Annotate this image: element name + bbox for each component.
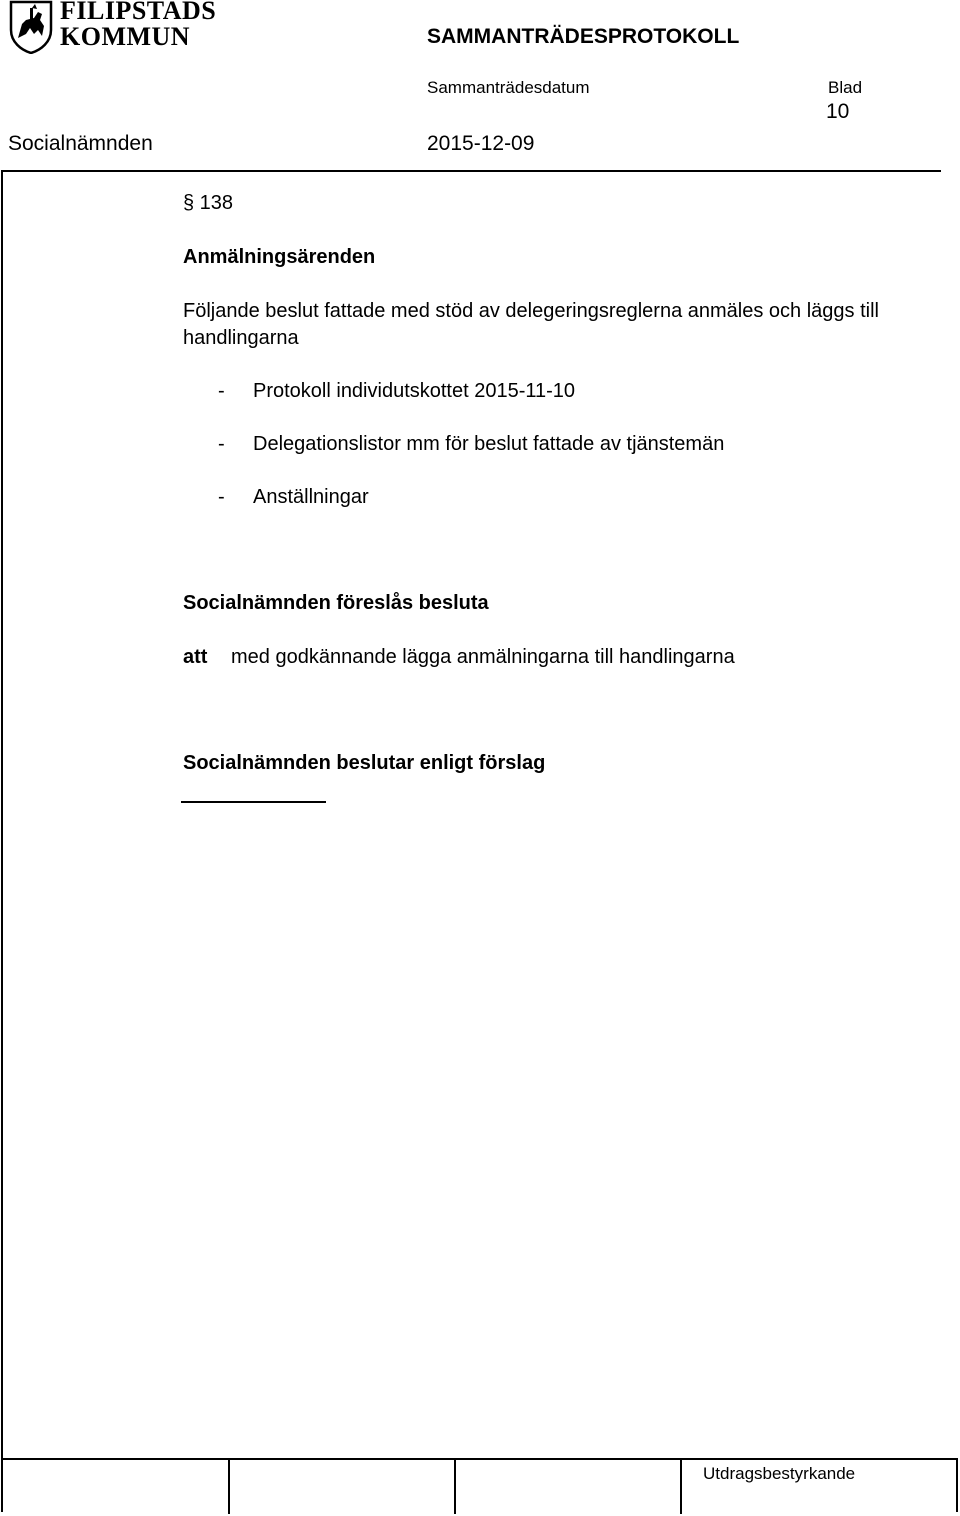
page-number: 10 xyxy=(826,100,850,123)
coat-of-arms-icon xyxy=(8,0,54,54)
signature-footer xyxy=(1,1458,958,1512)
list-item-label: Delegationslistor mm för beslut fattade av tjänstemän xyxy=(253,433,725,455)
certification-label: Utdragsbestyrkande xyxy=(703,1464,856,1483)
att-label: att xyxy=(183,646,208,668)
list-item-label: Anställningar xyxy=(253,486,369,508)
document-title: SAMMANTRÄDESPROTOKOLL xyxy=(427,25,740,48)
committee-name: Socialnämnden xyxy=(8,132,153,155)
att-text: med godkännande lägga anmälningarna till handlingarna xyxy=(231,646,735,668)
margin-line xyxy=(1,170,3,1510)
footer-divider xyxy=(228,1460,230,1514)
header-divider xyxy=(1,170,941,172)
list-dash: - xyxy=(218,486,225,508)
list-item-text xyxy=(253,380,575,403)
footer-divider xyxy=(454,1460,456,1514)
list-dash: - xyxy=(218,380,225,402)
municipality-name-line1: FILIPSTADS xyxy=(60,0,217,25)
list-dash: - xyxy=(218,433,225,455)
end-rule xyxy=(181,801,326,803)
section-number: § 138 xyxy=(183,192,234,214)
footer-divider xyxy=(680,1460,682,1514)
municipality-logo xyxy=(8,0,217,54)
municipality-name-line2: KOMMUN xyxy=(60,22,191,51)
page-label: Blad xyxy=(828,78,863,97)
list-item-text xyxy=(253,433,724,456)
list-item xyxy=(218,380,225,403)
list-item xyxy=(218,433,225,456)
intro-paragraph: Följande beslut fattade med stöd av delegeringsreglerna anmäles och läggs till handlingarna xyxy=(183,300,879,349)
list-item xyxy=(218,486,225,509)
proposal-heading: Socialnämnden föreslås besluta xyxy=(183,592,489,614)
decision-text: Socialnämnden beslutar enligt förslag xyxy=(183,752,546,774)
meeting-date: 2015-12-09 xyxy=(427,132,535,155)
section-heading: Anmälningsärenden xyxy=(183,246,376,268)
meeting-date-label: Sammanträdesdatum xyxy=(427,78,590,97)
list-item-label: Protokoll individutskottet 2015-11-10 xyxy=(253,380,576,402)
list-item-text xyxy=(253,486,369,509)
